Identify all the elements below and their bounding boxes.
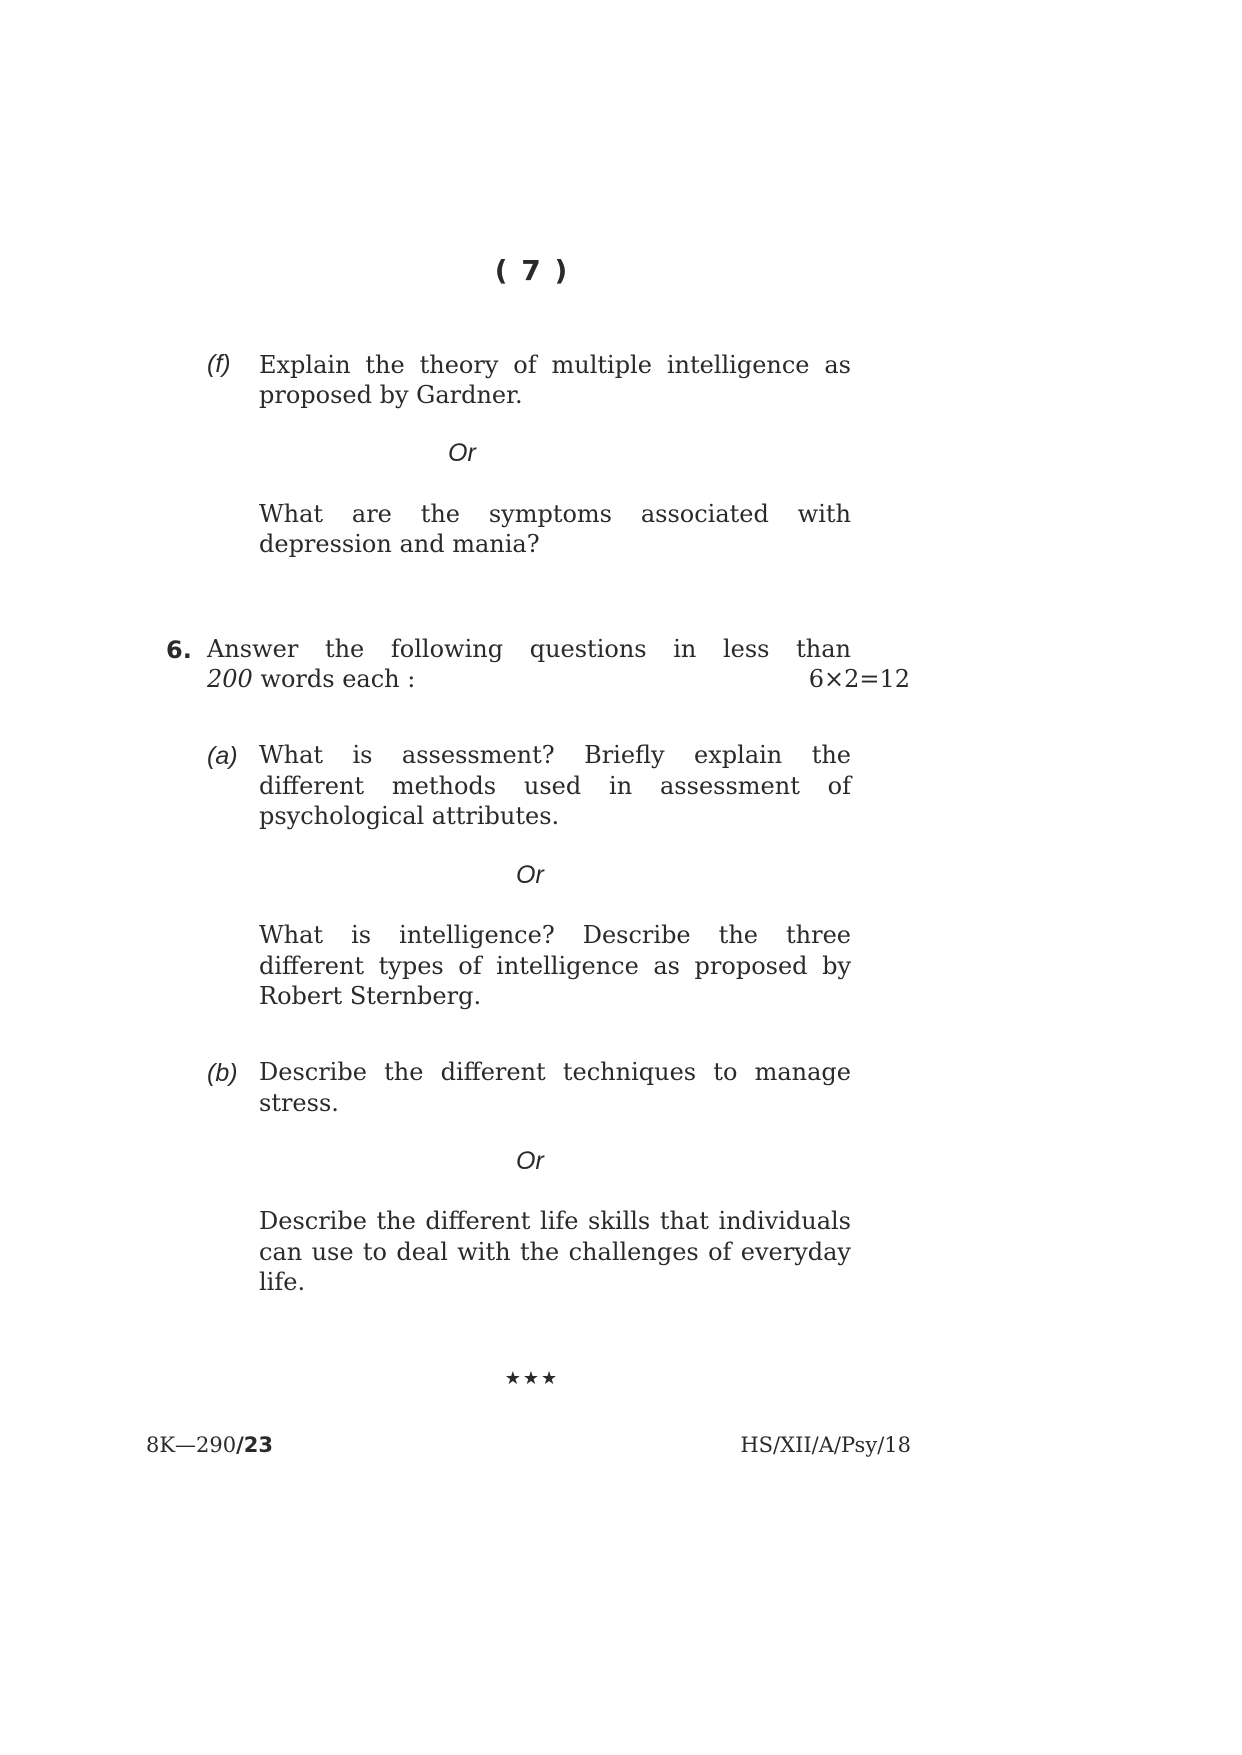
question-5f-text-line2: proposed by Gardner. — [259, 381, 523, 409]
end-of-paper-stars: ★★★ — [504, 1368, 560, 1389]
question-5f-alt-line1: What are the symptoms associated with — [259, 500, 851, 528]
or-separator-5f: Or — [448, 439, 476, 467]
question-6a-alt-text: What is intelligence? Describe the three different types of intelligence as proposed by Robert Sternberg. — [259, 921, 851, 1010]
question-6-number: 6. — [166, 636, 192, 664]
sub-question-label-f: (f) — [207, 350, 231, 378]
question-6-instruction-line2 — [207, 664, 707, 695]
question-5f-alt-line2: depression and mania? — [259, 530, 540, 558]
footer-subject-code: HS/XII/A/Psy/18 — [740, 1433, 911, 1457]
question-6-instruction-line1: Answer the following questions in less than — [207, 635, 851, 663]
question-6b-alt-text: Describe the different life skills that individuals can use to deal with the challenges of everyday life. — [259, 1207, 851, 1296]
footer-code-prefix: 8K—290 — [146, 1433, 237, 1457]
or-separator-6a: Or — [516, 861, 544, 889]
footer-paper-code — [146, 1433, 273, 1457]
sub-question-label-b: (b) — [207, 1059, 238, 1087]
question-6a-text: What is assessment? Briefly explain the different methods used in assessment of psychological attributes. — [259, 741, 851, 830]
instruction-rest: words each : — [252, 665, 416, 693]
word-limit: 200 — [207, 665, 253, 693]
page-number: ( 7 ) — [494, 254, 570, 287]
question-6b-text: Describe the different techniques to manage stress. — [259, 1058, 851, 1117]
question-5f-text-line1: Explain the theory of multiple intelligence as — [259, 351, 851, 379]
sub-question-label-a: (a) — [207, 742, 238, 770]
marks-allocation: 6×2=12 — [808, 665, 910, 693]
or-separator-6b: Or — [516, 1147, 544, 1175]
footer-code-suffix: /23 — [236, 1433, 274, 1457]
